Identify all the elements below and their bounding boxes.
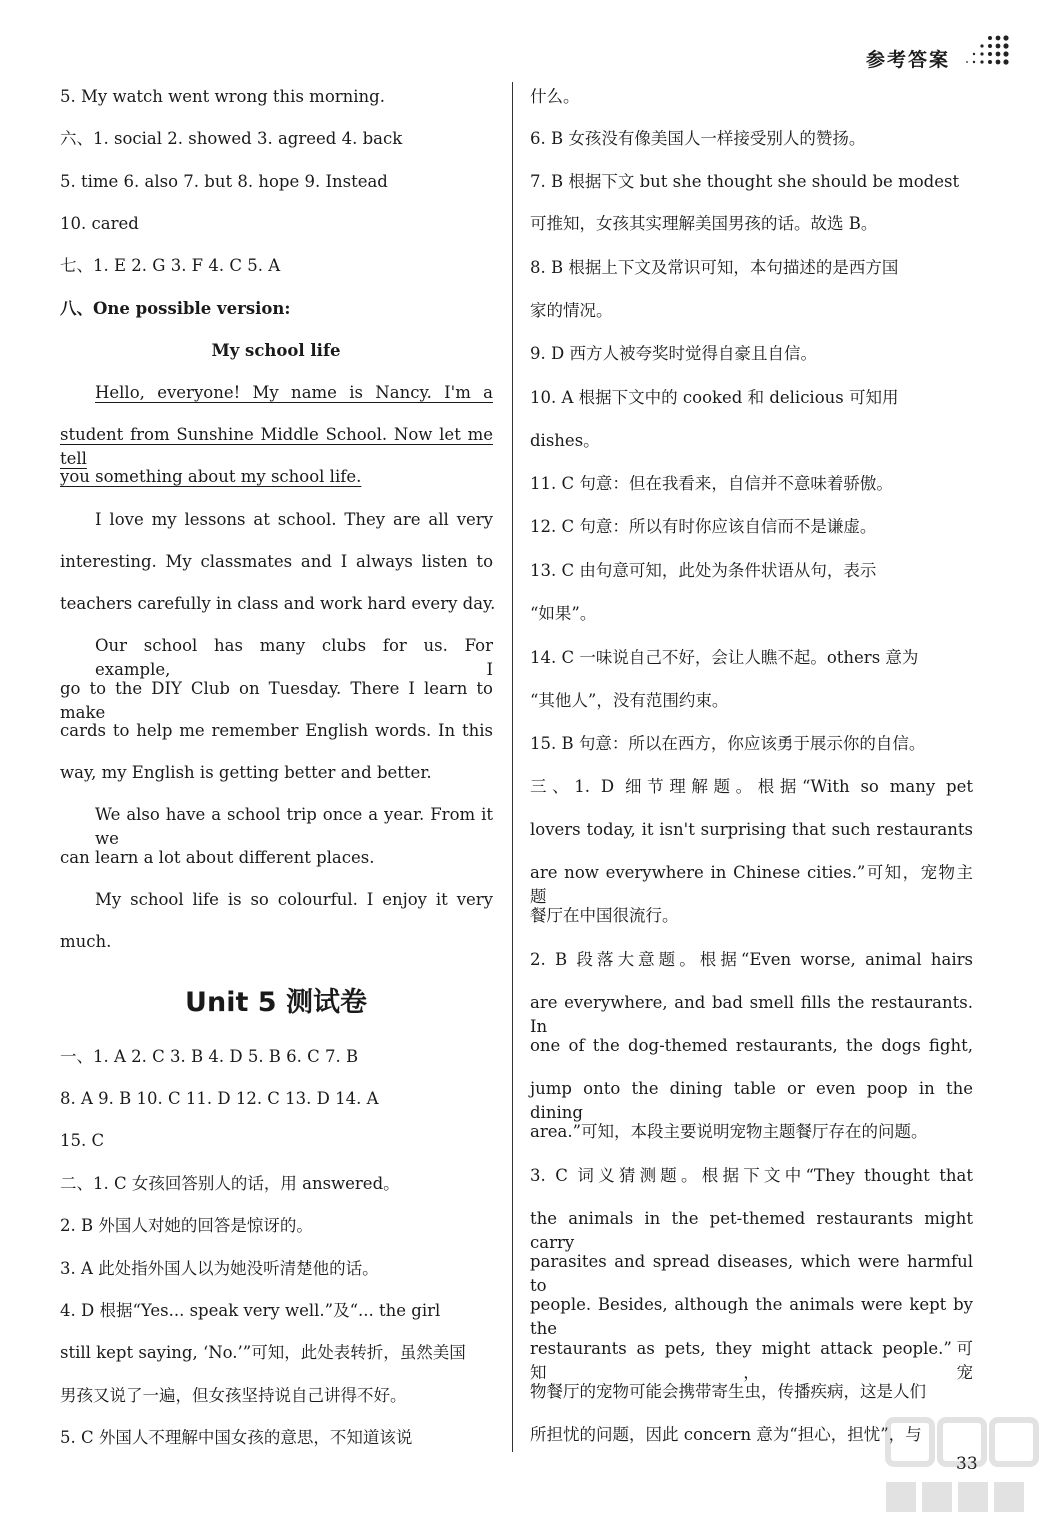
answer-line: 家的情况。 — [530, 301, 613, 320]
answer-line: 可推知，女孩其实理解美国男孩的话。故选 B。 — [530, 214, 878, 233]
answer-line: 什么。 — [530, 87, 580, 106]
answer-line: people. Besides, although the animals were kept by the — [530, 1295, 973, 1338]
answer-line: are everywhere, and bad smell fills the restaurants. In — [530, 993, 973, 1036]
essay-line: much. — [60, 932, 112, 951]
answer-line: 15. B 句意：所以在西方，你应该勇于展示你的自信。 — [530, 734, 926, 753]
answer-line: 3. C 词义猜测题。根据下文中“They thought that — [530, 1166, 973, 1185]
answer-line: the animals in the pet-themed restaurants might carry — [530, 1209, 973, 1252]
answer-line: 2. B 段落大意题。根据“Even worse, animal hairs — [530, 950, 973, 969]
essay-line: My school life is so colourful. I enjoy it very — [95, 890, 493, 909]
essay-line: Hello, everyone! My name is Nancy. I'm a — [95, 383, 493, 402]
answer-line: 5. time 6. also 7. but 8. hope 9. Instead — [60, 172, 388, 191]
answer-line: area.”可知，本段主要说明宠物主题餐厅存在的问题。 — [530, 1122, 928, 1141]
answer-line: restaurants as pets, they might attack people.”可知，宠 — [530, 1339, 973, 1382]
answer-line: dishes。 — [530, 431, 600, 450]
essay-line: student from Sunshine Middle School. Now let me tell — [60, 425, 493, 468]
answer-line: one of the dog-themed restaurants, the dogs fight, — [530, 1036, 973, 1055]
answer-line: 所担忧的问题，因此 concern 意为“担心，担忧”，与 — [530, 1425, 922, 1444]
answer-line: 6. B 女孩没有像美国人一样接受别人的赞扬。 — [530, 129, 866, 148]
answer-line: 二、1. C 女孩回答别人的话，用 answered。 — [60, 1174, 400, 1193]
answer-line: 六、1. social 2. showed 3. agreed 4. back — [60, 129, 403, 148]
essay-line: teachers carefully in class and work hard every day. — [60, 594, 496, 613]
answer-line: 7. B 根据下文 but she thought she should be modest — [530, 172, 960, 191]
essay-line: We also have a school trip once a year. From it we — [95, 805, 493, 848]
answer-line: still kept saying, ‘No.’”可知，此处表转折，虽然美国 — [60, 1343, 466, 1362]
answer-line: 10. A 根据下文中的 cooked 和 delicious 可知用 — [530, 388, 899, 407]
answer-line: 14. C 一味说自己不好，会让人瞧不起。others 意为 — [530, 648, 919, 667]
column-divider — [512, 82, 513, 1452]
answer-line: 三、1. D 细节理解题。根据“With so many pet — [530, 777, 973, 796]
answer-line: 3. A 此处指外国人以为她没听清楚他的话。 — [60, 1259, 379, 1278]
answer-line: 物餐厅的宠物可能会携带寄生虫，传播疾病，这是人们 — [530, 1382, 926, 1401]
answer-line: 餐厅在中国很流行。 — [530, 906, 679, 925]
answer-line: jump onto the dining table or even poop in the dining — [530, 1079, 973, 1122]
section-heading: 八、One possible version: — [60, 299, 291, 318]
answer-line: 15. C — [60, 1131, 105, 1150]
answer-line: 8. A 9. B 10. C 11. D 12. C 13. D 14. A — [60, 1089, 379, 1108]
essay-line: way, my English is getting better and better. — [60, 763, 432, 782]
answer-line: 8. B 根据上下文及常识可知，本句描述的是西方国 — [530, 258, 899, 277]
essay-line: go to the DIY Club on Tuesday. There I learn to make — [60, 679, 493, 722]
answer-line: “其他人”，没有范围约束。 — [530, 691, 729, 710]
watermark-logo-icon — [880, 1412, 1050, 1527]
answer-line: 9. D 西方人被夸奖时觉得自豪且自信。 — [530, 344, 817, 363]
essay-line: cards to help me remember English words. In this — [60, 721, 493, 740]
answer-line: “如果”。 — [530, 604, 597, 623]
unit-title: Unit 5 测试卷 — [185, 987, 367, 1018]
decorative-dots-icon — [962, 34, 1012, 70]
answer-line: 男孩又说了一遍，但女孩坚持说自己讲得不好。 — [60, 1386, 407, 1405]
answer-line: lovers today, it isn't surprising that such restaurants — [530, 820, 973, 839]
answer-line: 5. C 外国人不理解中国女孩的意思，不知道该说 — [60, 1428, 413, 1447]
answer-line: 12. C 句意：所以有时你应该自信而不是谦虚。 — [530, 517, 877, 536]
answer-line: are now everywhere in Chinese cities.”可知，宠物主题 — [530, 863, 973, 906]
answer-line: 4. D 根据“Yes... speak very well.”及“... the girl — [60, 1301, 441, 1320]
answer-line: 一、1. A 2. C 3. B 4. D 5. B 6. C 7. B — [60, 1047, 359, 1066]
answer-line: 13. C 由句意可知，此处为条件状语从句，表示 — [530, 561, 877, 580]
answer-line: 2. B 外国人对她的回答是惊讶的。 — [60, 1216, 313, 1235]
answer-line: 10. cared — [60, 214, 139, 233]
essay-line: interesting. My classmates and I always listen to — [60, 552, 493, 571]
essay-line: can learn a lot about different places. — [60, 848, 375, 867]
header-title: 参考答案 — [866, 49, 951, 71]
essay-line: you something about my school life. — [60, 467, 362, 486]
essay-line: I love my lessons at school. They are all very — [95, 510, 493, 529]
page-number: 33 — [956, 1454, 978, 1474]
answer-line: 5. My watch went wrong this morning. — [60, 87, 385, 106]
answer-line: parasites and spread diseases, which were harmful to — [530, 1252, 973, 1295]
answer-line: 11. C 句意：但在我看来，自信并不意味着骄傲。 — [530, 474, 893, 493]
essay-title: My school life — [211, 341, 341, 360]
answer-line: 七、1. E 2. G 3. F 4. C 5. A — [60, 256, 281, 275]
essay-line: Our school has many clubs for us. For example, I — [95, 636, 493, 679]
